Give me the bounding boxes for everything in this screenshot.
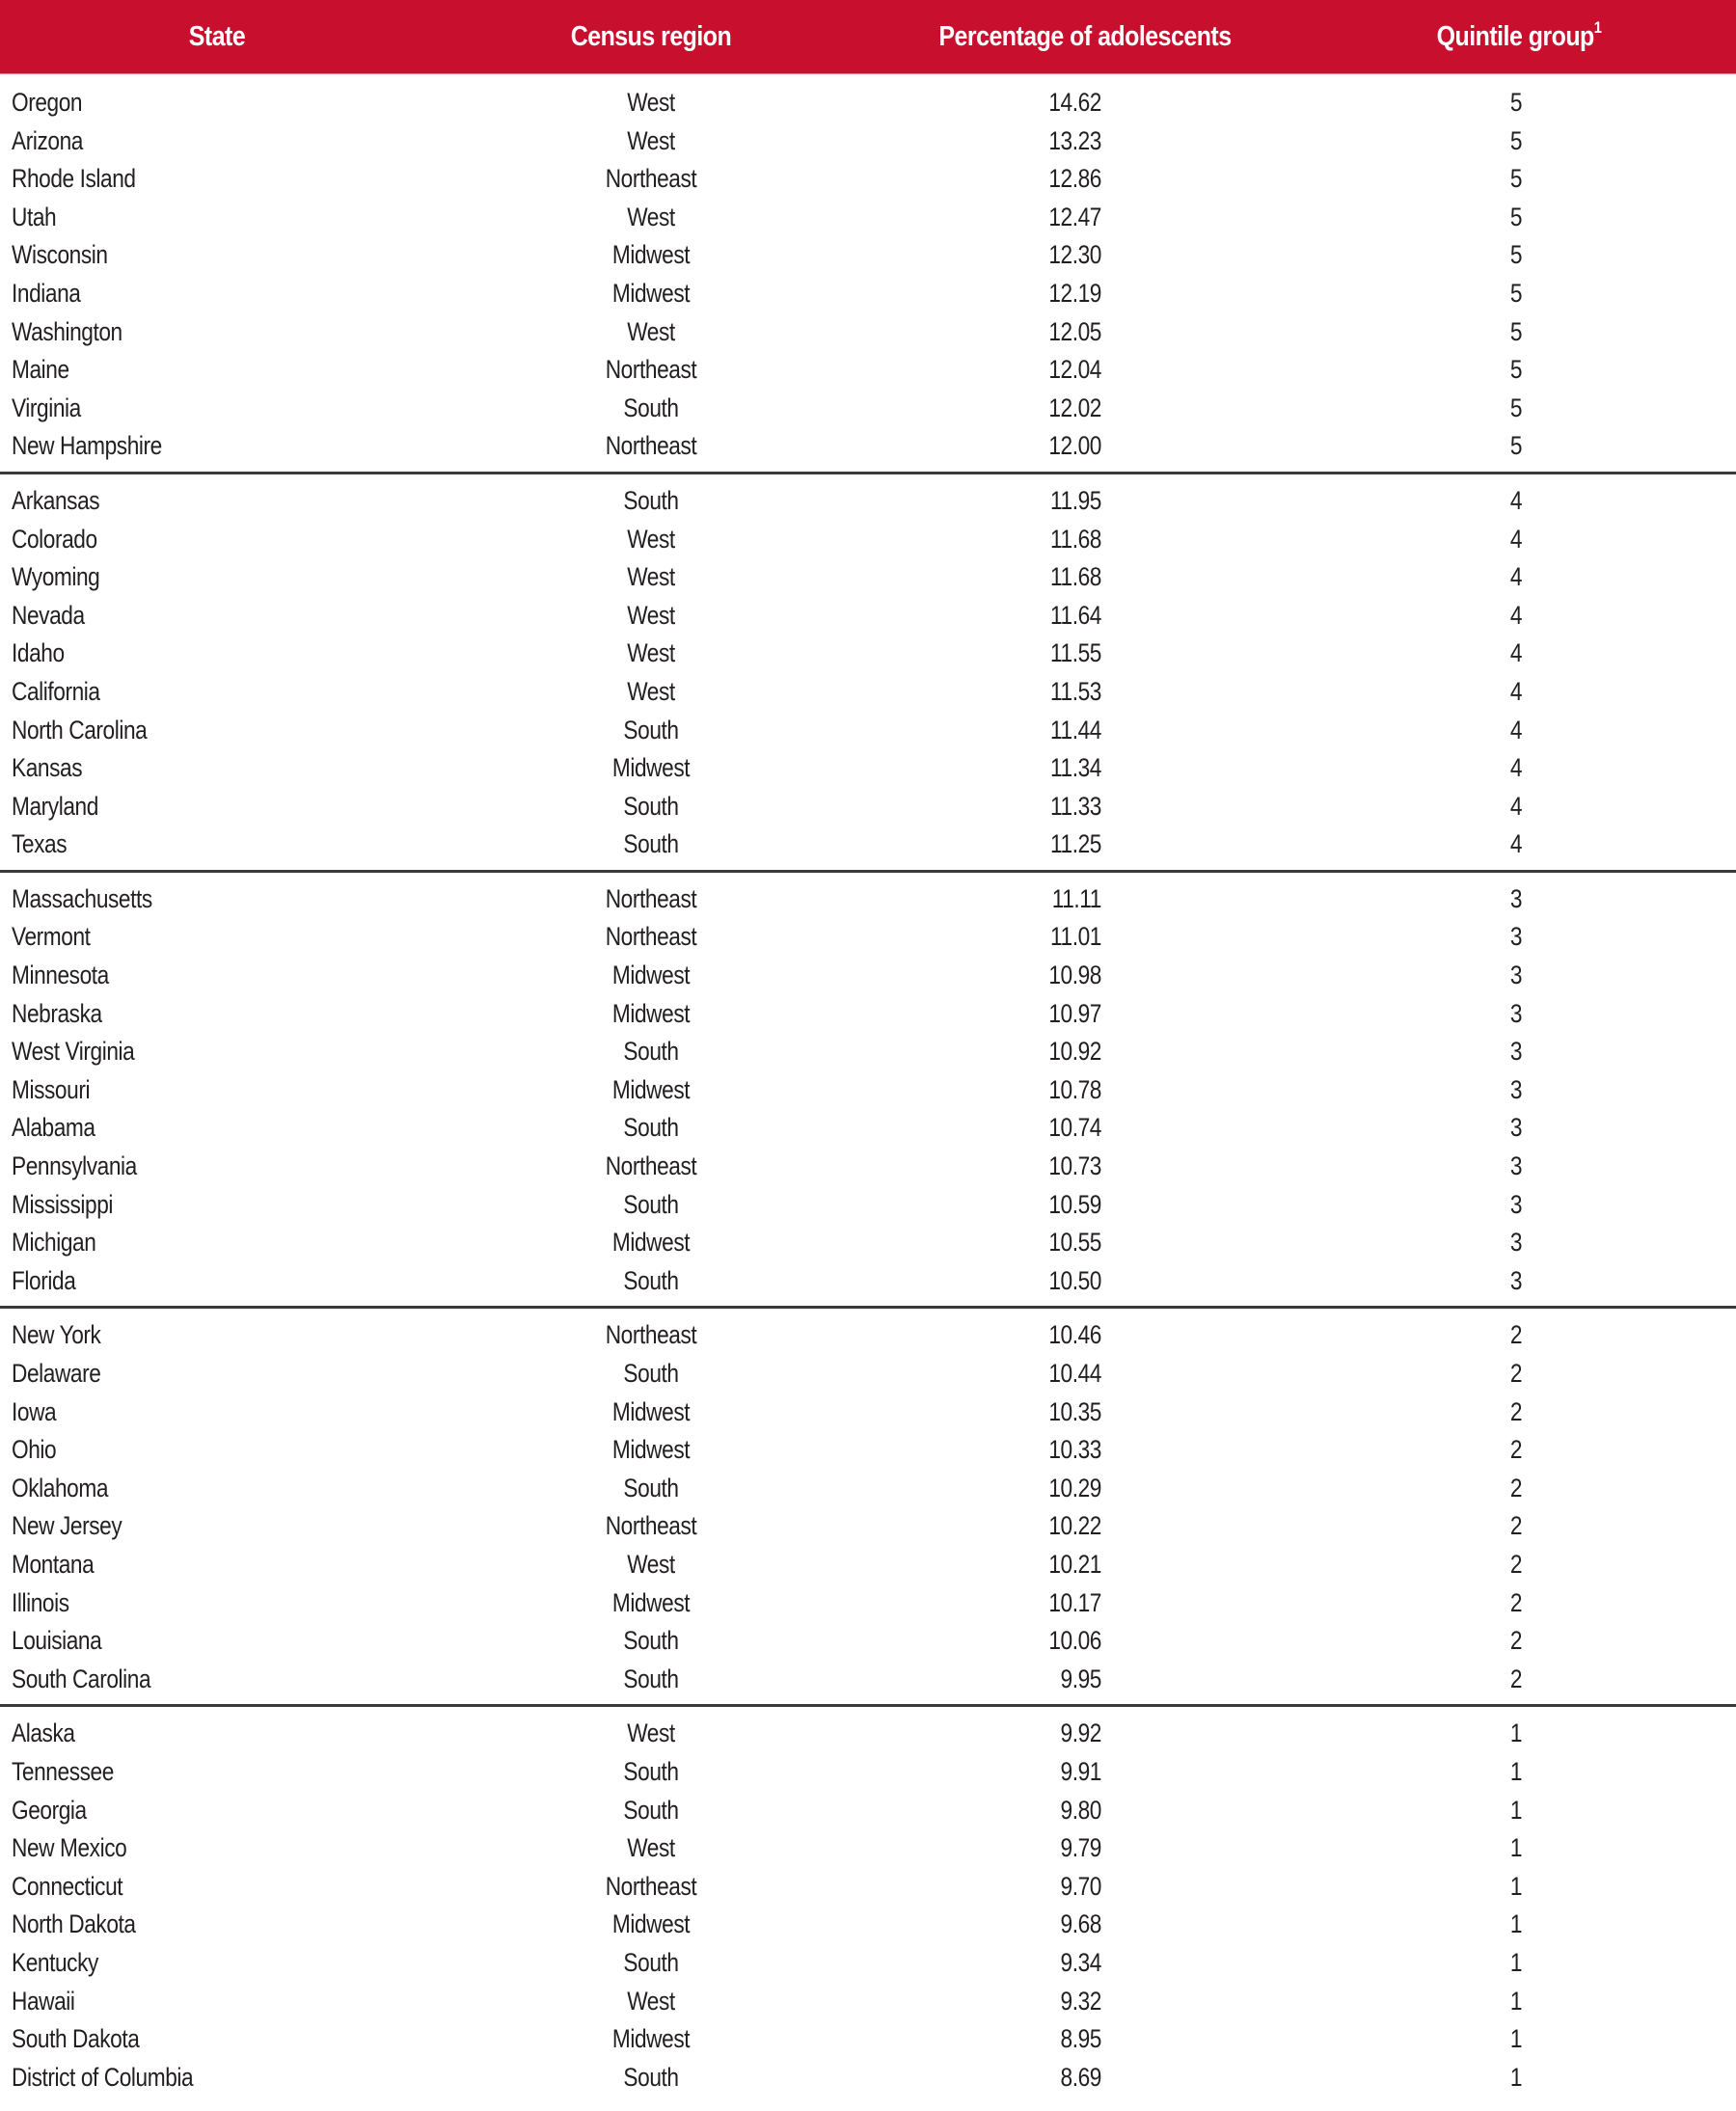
census-region-cell: Northeast: [605, 1511, 697, 1541]
percentage-cell: 10.46: [1048, 1320, 1101, 1350]
state-cell: Florida: [12, 1265, 76, 1295]
percentage-cell: 13.23: [1048, 125, 1101, 155]
state-cell: Washington: [12, 316, 122, 346]
table-row: [0, 122, 1736, 161]
footnote-marker: 1: [1593, 18, 1602, 38]
percentage-cell: 9.95: [1060, 1664, 1101, 1693]
table-body: [0, 74, 1736, 2102]
percentage-cell: 12.02: [1048, 392, 1101, 422]
percentage-cell: 8.69: [1060, 2062, 1101, 2092]
percentage-cell: 12.30: [1048, 240, 1101, 270]
census-region-cell: Northeast: [605, 355, 697, 385]
census-region-cell: Midwest: [611, 1074, 691, 1104]
quintile-cell: 2: [1509, 1396, 1523, 1426]
census-region-cell: Northeast: [605, 1151, 697, 1181]
percentage-cell: 10.33: [1048, 1435, 1101, 1465]
census-region-cell: South: [623, 791, 679, 821]
percentage-cell: 11.44: [1050, 715, 1101, 744]
percentage-cell: 9.80: [1060, 1795, 1101, 1825]
quintile-group-5: [0, 74, 1736, 472]
quintile-cell: 3: [1509, 961, 1523, 990]
quintile-cell: 3: [1509, 883, 1523, 913]
table-row: [0, 521, 1736, 559]
census-region-cell: West: [627, 1719, 675, 1748]
state-cell: Mississippi: [12, 1189, 114, 1219]
column-header-state: State: [188, 21, 246, 52]
table-row: [0, 673, 1736, 712]
table-row: [0, 2020, 1736, 2059]
table-row: [0, 1431, 1736, 1470]
quintile-cell: 1: [1509, 1871, 1523, 1901]
state-cell: North Dakota: [12, 1909, 136, 1939]
percentage-cell: 11.25: [1050, 829, 1101, 859]
state-cell: Colorado: [12, 524, 97, 554]
quintile-cell: 2: [1509, 1435, 1523, 1465]
state-cell: Hawaii: [12, 1986, 75, 2016]
census-region-cell: Midwest: [611, 278, 691, 308]
quintile-cell: 3: [1509, 1151, 1523, 1181]
census-region-cell: South: [623, 1189, 679, 1219]
table-row: [0, 558, 1736, 597]
quintile-cell: 4: [1509, 485, 1523, 515]
quintile-cell: 1: [1509, 1947, 1523, 1977]
table-row: [0, 275, 1736, 313]
quintile-cell: 5: [1509, 392, 1523, 422]
state-cell: Oklahoma: [12, 1473, 109, 1502]
table-row: [0, 236, 1736, 275]
column-header-quintile-label: Quintile group: [1436, 21, 1594, 52]
census-region-cell: South: [623, 1947, 679, 1977]
quintile-group-3: [0, 870, 1736, 1307]
percentage-cell: 9.91: [1060, 1756, 1101, 1786]
quintile-cell: 4: [1509, 753, 1523, 783]
table-row: [0, 1355, 1736, 1394]
table-row: [0, 1622, 1736, 1661]
quintile-cell: 2: [1509, 1664, 1523, 1693]
census-region-cell: West: [627, 562, 675, 592]
quintile-cell: 5: [1509, 88, 1523, 117]
table-row: [0, 427, 1736, 466]
quintile-group-4: [0, 472, 1736, 870]
quintile-cell: 5: [1509, 240, 1523, 270]
census-region-cell: Midwest: [611, 998, 691, 1028]
table-row: [0, 1316, 1736, 1355]
state-cell: Kansas: [12, 753, 83, 783]
state-cell: Wyoming: [12, 562, 100, 592]
quintile-cell: 5: [1509, 316, 1523, 346]
quintile-cell: 5: [1509, 355, 1523, 385]
quintile-cell: 2: [1509, 1320, 1523, 1350]
table-row: [0, 995, 1736, 1034]
quintile-cell: 3: [1509, 922, 1523, 952]
census-region-cell: South: [623, 485, 679, 515]
table-row: [0, 1071, 1736, 1110]
percentage-cell: 12.47: [1048, 202, 1101, 231]
census-region-cell: South: [623, 1664, 679, 1693]
percentage-cell: 10.74: [1048, 1113, 1101, 1143]
column-header-quintile: [1333, 0, 1706, 73]
census-region-cell: West: [627, 600, 675, 630]
census-region-cell: Midwest: [611, 1228, 691, 1258]
percentage-cell: 10.78: [1048, 1074, 1101, 1104]
quintile-cell: 3: [1509, 1228, 1523, 1258]
percentage-cell: 8.95: [1060, 2024, 1101, 2054]
census-region-cell: West: [627, 1986, 675, 2016]
census-region-cell: Midwest: [611, 753, 691, 783]
table-row: [0, 1470, 1736, 1508]
census-region-cell: West: [627, 638, 675, 668]
percentage-cell: 12.04: [1048, 355, 1101, 385]
percentage-cell: 10.59: [1048, 1189, 1101, 1219]
table-row: [0, 1944, 1736, 1983]
percentage-cell: 11.68: [1050, 524, 1101, 554]
table-row: [0, 1792, 1736, 1830]
table-row: [0, 597, 1736, 636]
table-row: [0, 1394, 1736, 1432]
state-cell: Wisconsin: [12, 240, 108, 270]
census-region-cell: West: [627, 316, 675, 346]
census-region-cell: West: [627, 88, 675, 117]
state-cell: New Hampshire: [12, 431, 162, 461]
quintile-cell: 2: [1509, 1473, 1523, 1502]
census-region-cell: Midwest: [611, 2024, 691, 2054]
percentage-cell: 10.92: [1048, 1037, 1101, 1067]
state-cell: Delaware: [12, 1359, 101, 1388]
table-row: [0, 825, 1736, 864]
percentage-cell: 9.92: [1060, 1719, 1101, 1748]
state-cell: Louisiana: [12, 1626, 102, 1656]
state-cell: Kentucky: [12, 1947, 98, 1977]
percentage-cell: 11.95: [1050, 485, 1101, 515]
state-cell: Arizona: [12, 125, 83, 155]
state-cell: Virginia: [12, 392, 81, 422]
percentage-cell: 12.00: [1048, 431, 1101, 461]
quintile-cell: 3: [1509, 1265, 1523, 1295]
state-cell: Pennsylvania: [12, 1151, 137, 1181]
state-cell: Vermont: [12, 922, 91, 952]
quintile-cell: 4: [1509, 562, 1523, 592]
state-cell: Tennessee: [12, 1756, 114, 1786]
state-cell: California: [12, 676, 100, 706]
table-row: [0, 313, 1736, 352]
percentage-cell: 10.73: [1048, 1151, 1101, 1181]
state-cell: South Dakota: [12, 2024, 140, 2054]
census-region-cell: Northeast: [605, 164, 697, 194]
table-row: [0, 1661, 1736, 1699]
census-region-cell: West: [627, 524, 675, 554]
table-row: [0, 199, 1736, 237]
quintile-cell: 2: [1509, 1587, 1523, 1617]
percentage-cell: 10.29: [1048, 1473, 1101, 1502]
census-region-cell: South: [623, 1756, 679, 1786]
percentage-cell: 11.55: [1050, 638, 1101, 668]
census-region-cell: West: [627, 1833, 675, 1863]
state-cell: Nevada: [12, 600, 85, 630]
table-row: [0, 788, 1736, 826]
census-region-cell: West: [627, 676, 675, 706]
table-row: [0, 1906, 1736, 1944]
census-region-cell: Northeast: [605, 1871, 697, 1901]
quintile-cell: 4: [1509, 829, 1523, 859]
census-region-cell: Midwest: [611, 1587, 691, 1617]
census-region-cell: South: [623, 1113, 679, 1143]
state-cell: New York: [12, 1320, 101, 1350]
state-cell: Nebraska: [12, 998, 102, 1028]
census-region-cell: South: [623, 392, 679, 422]
table-row: [0, 918, 1736, 957]
percentage-cell: 10.55: [1048, 1228, 1101, 1258]
table-row: [0, 1186, 1736, 1225]
census-region-cell: Midwest: [611, 961, 691, 990]
percentage-cell: 10.35: [1048, 1396, 1101, 1426]
quintile-cell: 1: [1509, 1756, 1523, 1786]
percentage-cell: 11.11: [1051, 883, 1101, 913]
table-row: [0, 1262, 1736, 1301]
state-cell: Texas: [12, 829, 68, 859]
percentage-cell: 11.64: [1050, 600, 1101, 630]
quintile-group-2: [0, 1306, 1736, 1704]
census-region-cell: Midwest: [611, 1909, 691, 1939]
percentage-cell: 9.34: [1060, 1947, 1101, 1977]
percentage-cell: 10.22: [1048, 1511, 1101, 1541]
table-row: [0, 1148, 1736, 1186]
table-row: [0, 1033, 1736, 1071]
census-region-cell: South: [623, 829, 679, 859]
state-cell: Utah: [12, 202, 57, 231]
percentage-cell: 11.34: [1050, 753, 1101, 783]
table-row: [0, 84, 1736, 122]
state-cell: Rhode Island: [12, 164, 136, 194]
quintile-cell: 3: [1509, 1074, 1523, 1104]
quintile-cell: 4: [1509, 791, 1523, 821]
census-region-cell: South: [623, 715, 679, 744]
quintile-cell: 1: [1509, 1986, 1523, 2016]
census-region-cell: Midwest: [611, 240, 691, 270]
census-region-cell: South: [623, 1037, 679, 1067]
state-cell: Georgia: [12, 1795, 87, 1825]
quintile-cell: 3: [1509, 1189, 1523, 1219]
quintile-cell: 2: [1509, 1549, 1523, 1579]
table-row: [0, 957, 1736, 995]
quintile-group-1: [0, 1704, 1736, 2102]
quintile-cell: 1: [1509, 2062, 1523, 2092]
quintile-cell: 4: [1509, 638, 1523, 668]
state-cell: West Virginia: [12, 1037, 135, 1067]
state-cell: Illinois: [12, 1587, 69, 1617]
table-row: [0, 1109, 1736, 1148]
state-cell: Idaho: [12, 638, 65, 668]
percentage-cell: 12.19: [1048, 278, 1101, 308]
percentage-cell: 10.06: [1048, 1626, 1101, 1656]
state-cell: Minnesota: [12, 961, 109, 990]
census-region-cell: Northeast: [605, 1320, 697, 1350]
quintile-cell: 5: [1509, 431, 1523, 461]
percentage-cell: 11.53: [1050, 676, 1101, 706]
percentage-cell: 10.21: [1048, 1549, 1101, 1579]
percentage-cell: 10.44: [1048, 1359, 1101, 1388]
quintile-cell: 2: [1509, 1626, 1523, 1656]
census-region-cell: South: [623, 1626, 679, 1656]
table-row: [0, 1753, 1736, 1792]
state-cell: Massachusetts: [12, 883, 152, 913]
quintile-cell: 5: [1509, 125, 1523, 155]
quintile-cell: 4: [1509, 600, 1523, 630]
quintile-cell: 1: [1509, 1909, 1523, 1939]
table-row: [0, 482, 1736, 521]
table-row: [0, 351, 1736, 390]
census-region-cell: Northeast: [605, 883, 697, 913]
census-region-cell: Midwest: [611, 1435, 691, 1465]
state-cell: Missouri: [12, 1074, 91, 1104]
percentage-cell: 9.32: [1060, 1986, 1101, 2016]
census-region-cell: South: [623, 1265, 679, 1295]
state-cell: Montana: [12, 1549, 95, 1579]
percentage-cell: 10.17: [1048, 1587, 1101, 1617]
column-header-census-region: Census region: [570, 21, 732, 52]
table-row: [0, 1868, 1736, 1907]
percentage-cell: 14.62: [1048, 88, 1101, 117]
census-region-cell: South: [623, 1795, 679, 1825]
quintile-cell: 3: [1509, 998, 1523, 1028]
quintile-cell: 3: [1509, 1037, 1523, 1067]
state-cell: Iowa: [12, 1396, 57, 1426]
quintile-cell: 1: [1509, 2024, 1523, 2054]
census-region-cell: West: [627, 125, 675, 155]
quintile-cell: 1: [1509, 1833, 1523, 1863]
census-region-cell: South: [623, 2062, 679, 2092]
state-cell: Connecticut: [12, 1871, 123, 1901]
state-cell: Oregon: [12, 88, 83, 117]
state-cell: Maryland: [12, 791, 98, 821]
percentage-cell: 10.50: [1048, 1265, 1101, 1295]
quintile-cell: 2: [1509, 1511, 1523, 1541]
percentage-cell: 9.70: [1060, 1871, 1101, 1901]
table-row: [0, 390, 1736, 428]
quintile-cell: 5: [1509, 278, 1523, 308]
state-cell: Maine: [12, 355, 69, 385]
percentage-cell: 10.97: [1048, 998, 1101, 1028]
state-cell: Alaska: [12, 1719, 75, 1748]
table-row: [0, 1983, 1736, 2021]
state-cell: Alabama: [12, 1113, 95, 1143]
table-row: [0, 1224, 1736, 1262]
column-header-percentage: Percentage of adolescents: [938, 21, 1232, 52]
quintile-cell: 5: [1509, 202, 1523, 231]
state-cell: New Mexico: [12, 1833, 127, 1863]
census-region-cell: South: [623, 1473, 679, 1502]
state-cell: Ohio: [12, 1435, 57, 1465]
census-region-cell: West: [627, 202, 675, 231]
table-row: [0, 1584, 1736, 1623]
percentage-cell: 11.68: [1050, 562, 1101, 592]
census-region-cell: Northeast: [605, 922, 697, 952]
quintile-cell: 1: [1509, 1795, 1523, 1825]
quintile-cell: 4: [1509, 715, 1523, 744]
table-row: [0, 1715, 1736, 1753]
table-row: [0, 1546, 1736, 1584]
table-row: [0, 712, 1736, 750]
state-cell: District of Columbia: [12, 2062, 194, 2092]
quintile-cell: 5: [1509, 164, 1523, 194]
census-region-cell: South: [623, 1359, 679, 1388]
percentage-cell: 12.86: [1048, 164, 1101, 194]
quintile-cell: 3: [1509, 1113, 1523, 1143]
quintile-cell: 1: [1509, 1719, 1523, 1748]
percentage-cell: 9.79: [1060, 1833, 1101, 1863]
state-cell: North Carolina: [12, 715, 148, 744]
percentage-cell: 10.98: [1048, 961, 1101, 990]
state-cell: South Carolina: [12, 1664, 151, 1693]
percentage-cell: 11.33: [1050, 791, 1101, 821]
census-region-cell: Midwest: [611, 1396, 691, 1426]
table-row: [0, 160, 1736, 199]
table-row: [0, 749, 1736, 788]
table-header: [0, 0, 1736, 74]
quintile-cell: 2: [1509, 1359, 1523, 1388]
state-cell: Indiana: [12, 278, 81, 308]
table-row: [0, 880, 1736, 919]
census-region-cell: West: [627, 1549, 675, 1579]
table-row: [0, 2059, 1736, 2097]
state-cell: Michigan: [12, 1228, 96, 1258]
state-cell: Arkansas: [12, 485, 100, 515]
table-row: [0, 635, 1736, 673]
percentage-cell: 9.68: [1060, 1909, 1101, 1939]
table-row: [0, 1829, 1736, 1868]
state-cell: New Jersey: [12, 1511, 122, 1541]
percentage-cell: 12.05: [1048, 316, 1101, 346]
quintile-cell: 4: [1509, 524, 1523, 554]
table-row: [0, 1507, 1736, 1546]
census-region-cell: Northeast: [605, 431, 697, 461]
quintile-cell: 4: [1509, 676, 1523, 706]
percentage-cell: 11.01: [1050, 922, 1101, 952]
